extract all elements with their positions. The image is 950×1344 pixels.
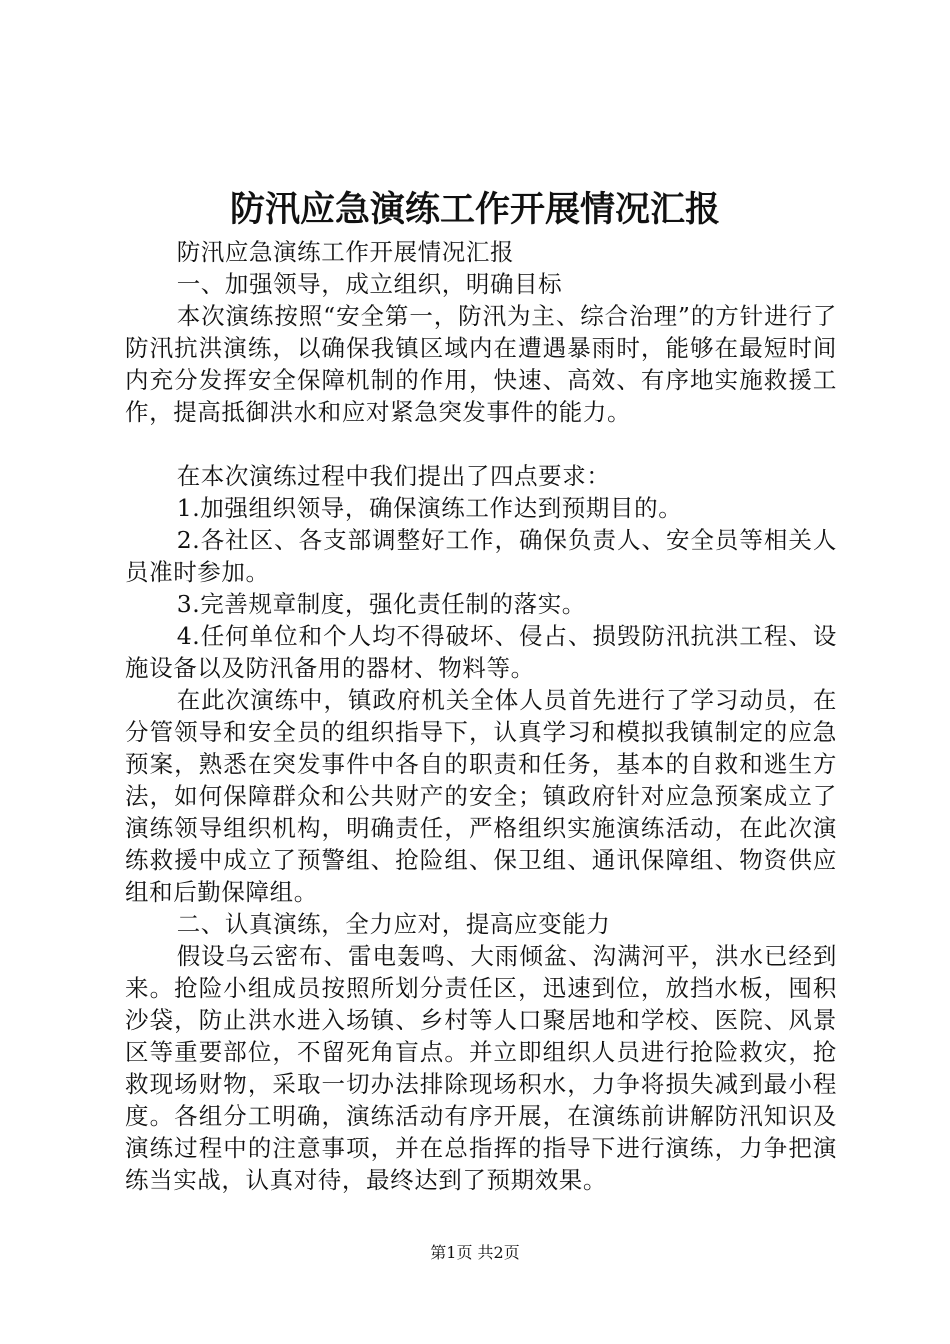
page-number-footer: 第1页 共2页	[430, 1243, 520, 1262]
requirement-item-4: 4.任何单位和个人均不得破坏、侵占、损毁防汛抗洪工程、设施设备以及防汛备用的器材、物料等。	[125, 622, 837, 682]
paragraph-heading-repeat: 防汛应急演练工作开展情况汇报	[176, 238, 515, 266]
paragraph: 在此次演练中，镇政府机关全体人员首先进行了学习动员，在分管领导和安全员的组织指导下，认真学习和模拟我镇制定的应急预案，熟悉在突发事件中各自的职责和任务，基本的自救和逃生方法，如何保障群众和公共财产的安全；镇政府针对应急预案成立了演练领导组织机构，明确责任，严格组织实施演练活动，在此次演练救援中成立了预警组、抢险组、保卫组、通讯保障组、物资供应组和后勤保障组。	[125, 686, 837, 906]
section-heading-1: 一、加强领导，成立组织，明确目标	[176, 270, 563, 298]
document-body	[125, 236, 837, 1196]
requirement-item-3: 3.完善规章制度，强化责任制的落实。	[176, 590, 586, 618]
paragraph: 在本次演练过程中我们提出了四点要求：	[176, 462, 611, 490]
requirement-item-1: 1.加强组织领导，确保演练工作达到预期目的。	[176, 494, 683, 522]
requirement-item-2: 2.各社区、各支部调整好工作，确保负责人、安全员等相关人员准时参加。	[125, 526, 837, 586]
document-title: 防汛应急演练工作开展情况汇报	[229, 189, 720, 230]
section-heading-2: 二、认真演练，全力应对，提高应变能力	[176, 910, 611, 938]
paragraph: 本次演练按照“安全第一，防汛为主、综合治理”的方针进行了防汛抗洪演练，以确保我镇区域内在遭遇暴雨时，能够在最短时间内充分发挥安全保障机制的作用，快速、高效、有序地实施救援工作，提高抵御洪水和应对紧急突发事件的能力。	[125, 302, 837, 426]
paragraph: 假设乌云密布、雷电轰鸣、大雨倾盆、沟满河平，洪水已经到来。抢险小组成员按照所划分责任区，迅速到位，放挡水板，囤积沙袋，防止洪水进入场镇、乡村等人口聚居地和学校、医院、风景区等重要部位，不留死角盲点。并立即组织人员进行抢险救灾，抢救现场财物，采取一切办法排除现场积水，力争将损失减到最小程度。各组分工明确，演练活动有序开展，在演练前讲解防汛知识及演练过程中的注意事项，并在总指挥的指导下进行演练，力争把演练当实战，认真对待，最终达到了预期效果。	[125, 942, 837, 1194]
